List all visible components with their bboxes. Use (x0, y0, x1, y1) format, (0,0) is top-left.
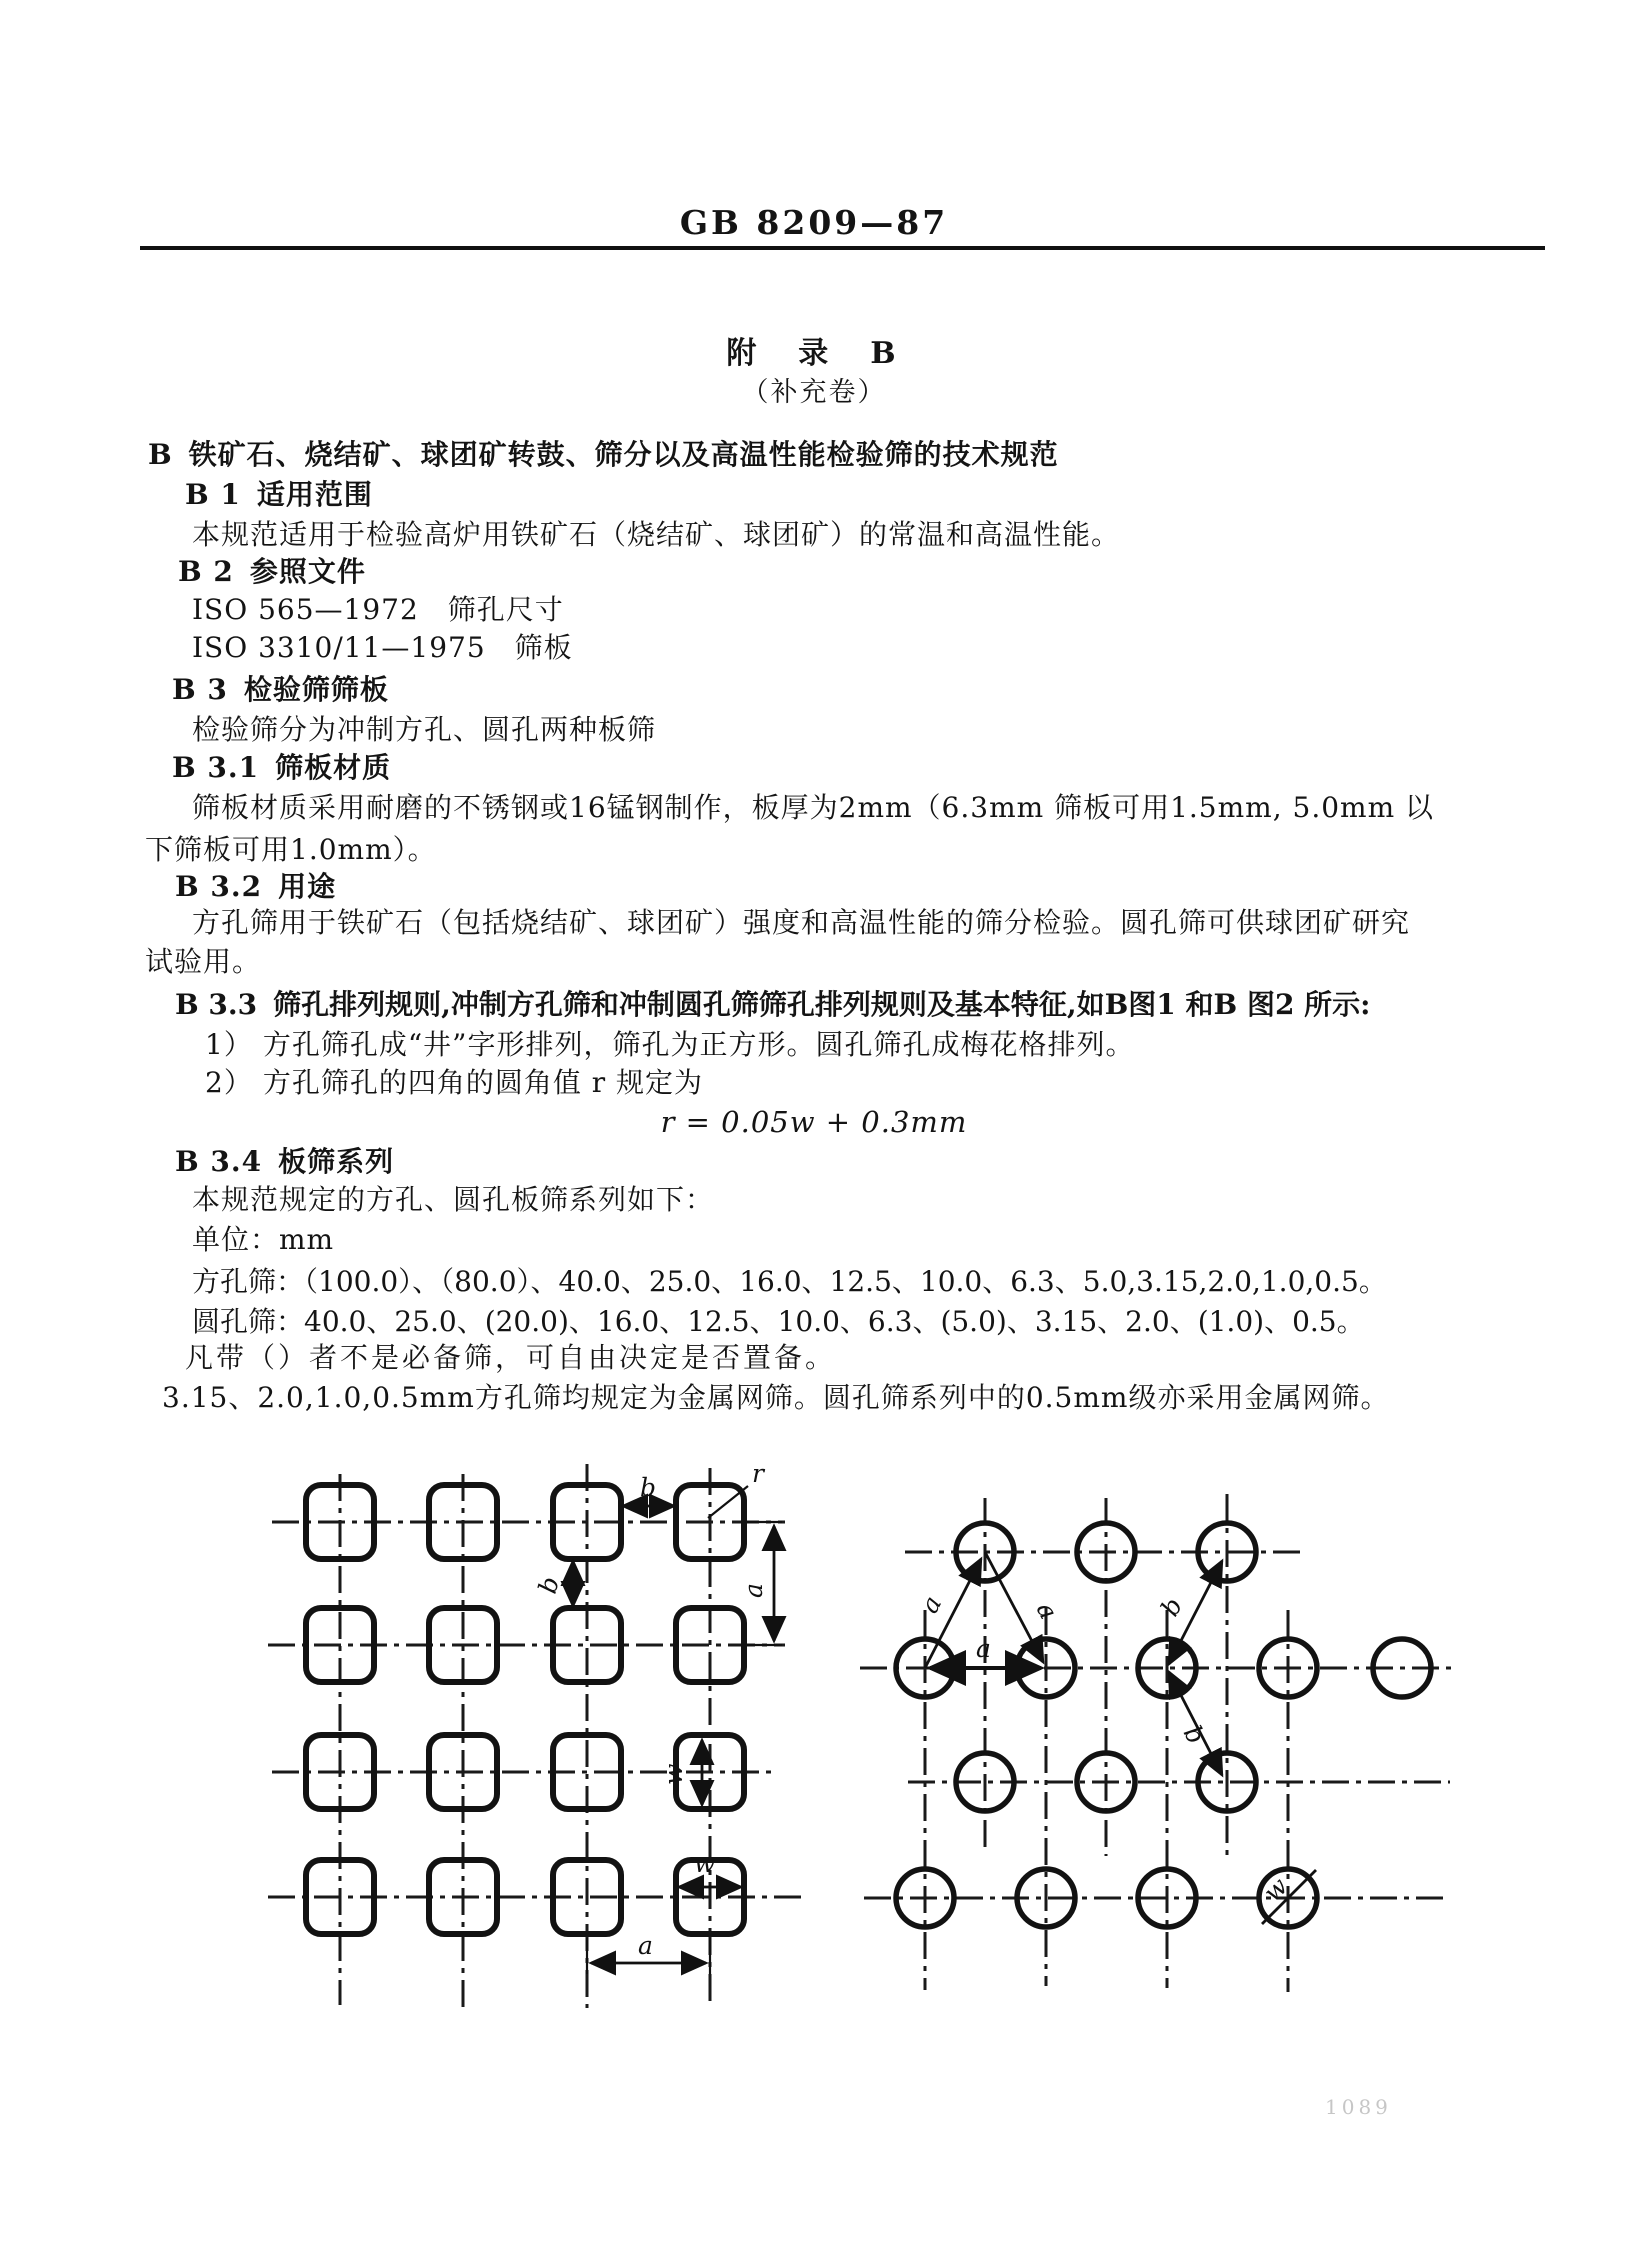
figure-round-hole-pattern (850, 1460, 1470, 2030)
section-b31-heading: B 3.1 筛板材质 (172, 751, 392, 784)
series-square-holes: 方孔筛：（100.0）、（80.0）、40.0、25.0、16.0、12.5、10.0、6.3、5.0,3.15,2.0,1.0,0.5。 (192, 1265, 1387, 1298)
dimension-line-b-diagonal (1169, 1672, 1222, 1775)
appendix-subtitle: （补充卷） (741, 377, 887, 408)
section-b32-heading: B 3.2 用途 (175, 870, 337, 903)
paragraph-optional-note: 凡带（）者不是必备筛，可自由决定是否置备。 (185, 1341, 837, 1374)
paragraph-wire-mesh-note: 3.15、2.0,1.0,0.5mm方孔筛均规定为金属网筛。圆孔筛系列中的0.5mm级亦采用金属网筛。 (162, 1381, 1390, 1414)
dim-label-a: a (914, 1591, 948, 1618)
series-round-holes: 圆孔筛：40.0、25.0、(20.0)、16.0、12.5、10.0、6.3、(5.0)、3.15、2.0、(1.0)、0.5。 (192, 1305, 1365, 1338)
dim-label-a: a (638, 1931, 653, 1960)
header-rule (140, 246, 1545, 250)
corner-radius-formula: r = 0.05w + 0.3mm (660, 1105, 968, 1139)
section-b33-heading: B 3.3 筛孔排列规则,冲制方孔筛和冲制圆孔筛筛孔排列规则及基本特征,如B图1 和B 图2 所示: (175, 988, 1371, 1021)
dim-label-a: a (976, 1634, 991, 1663)
dim-label-b: b (1155, 1592, 1189, 1621)
list-item-1: 1） 方孔筛孔成“井”字形排列，筛孔为正方形。圆孔筛孔成梅花格排列。 (205, 1028, 1135, 1061)
paragraph-unit: 单位：mm (192, 1223, 335, 1256)
paragraph-scope: 本规范适用于检验高炉用铁矿石（烧结矿、球团矿）的常温和高温性能。 (192, 518, 1121, 551)
section-b-title: B 铁矿石、烧结矿、球团矿转鼓、筛分以及高温性能检验筛的技术规范 (148, 438, 1059, 471)
paragraph-material-1: 筛板材质采用耐磨的不锈钢或16锰钢制作，板厚为2mm（6.3mm 筛板可用1.5mm, 5.0mm 以 (192, 791, 1435, 824)
section-b1-heading: B 1 适用范围 (185, 478, 373, 511)
reference-iso-565: ISO 565—1972 筛孔尺寸 (192, 593, 564, 626)
page-number: 1089 (1325, 2095, 1392, 2119)
paragraph-material-2: 下筛板可用1.0mm）。 (145, 833, 437, 866)
dim-label-a: a (739, 1583, 768, 1598)
dimension-line-a-diagonal (985, 1552, 1043, 1662)
dim-label-b: b (640, 1473, 657, 1502)
list-item-2: 2） 方孔筛孔的四角的圆角值 r 规定为 (205, 1066, 704, 1099)
dim-label-b: b (532, 1573, 565, 1597)
dim-label-a: a (1030, 1597, 1064, 1624)
dim-label-w: w (1257, 1871, 1294, 1908)
section-b34-heading: B 3.4 板筛系列 (175, 1145, 395, 1178)
paragraph-usage-2: 试验用。 (145, 945, 262, 978)
section-b2-heading: B 2 参照文件 (178, 555, 366, 588)
paragraph-sieve-types: 检验筛分为冲制方孔、圆孔两种板筛 (192, 713, 657, 746)
paragraph-series-intro: 本规范规定的方孔、圆孔板筛系列如下： (192, 1183, 715, 1216)
doc-number: GB 8209—87 (679, 203, 949, 242)
paragraph-usage-1: 方孔筛用于铁矿石（包括烧结矿、球团矿）强度和高温性能的筛分检验。圆孔筛可供球团矿研究 (192, 906, 1411, 939)
dim-label-b: b (1177, 1720, 1211, 1749)
dim-label-w: w (694, 1849, 716, 1878)
dim-label-w: w (659, 1763, 688, 1785)
figure-square-hole-pattern (250, 1460, 810, 2020)
dim-label-r: r (752, 1460, 764, 1488)
appendix-title: 附 录 B (726, 336, 902, 371)
reference-iso-3310: ISO 3310/11—1975 筛板 (192, 631, 573, 664)
section-b3-heading: B 3 检验筛筛板 (172, 673, 389, 706)
